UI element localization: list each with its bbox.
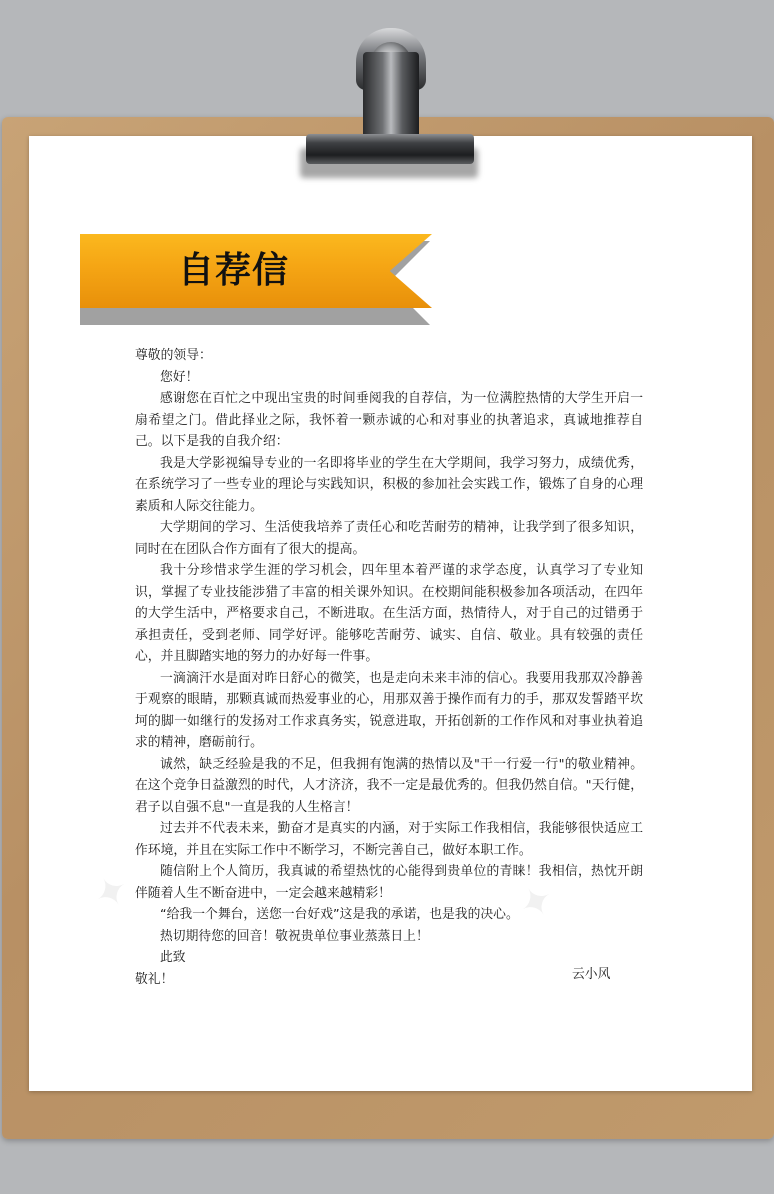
closing: 此致 bbox=[160, 950, 186, 965]
greeting: 尊敬的领导： bbox=[135, 348, 212, 363]
signature: 云小风 bbox=[572, 967, 611, 982]
paragraph: 大学期间的学习、生活使我培养了责任心和吃苦耐劳的精神，让我学到了很多知识，同时在在团队合作方面有了很大的提高。 bbox=[135, 520, 643, 557]
clip-body bbox=[363, 52, 419, 144]
salute: 敬礼！ bbox=[135, 971, 174, 987]
clip-base bbox=[306, 134, 474, 164]
paragraph: 感谢您在百忙之中现出宝贵的时间垂阅我的自荐信，为一位满腔热情的大学生开启一扇希望之门。借此择业之际，我怀着一颗赤诚的心和对事业的执著追求，真诚地推荐自己。以下是我的自我介绍： bbox=[135, 391, 643, 449]
paragraph: 我是大学影视编导专业的一名即将毕业的学生在大学期间，我学习努力，成绩优秀，在系统学习了一些专业的理论与实践知识，积极的参加社会实践工作，锻炼了自身的心理素质和人际交往能力。 bbox=[135, 455, 643, 514]
page-title: 自荐信 bbox=[178, 249, 290, 291]
paragraph: 热切期待您的回音！敬祝贵单位事业蒸蒸日上！ bbox=[160, 928, 429, 944]
hello: 您好！ bbox=[160, 369, 199, 385]
paragraph: “给我一个舞台，送您一台好戏”这是我的承诺，也是我的决心。 bbox=[160, 907, 519, 922]
paragraph: 过去并不代表未来，勤奋才是真实的内涵，对于实际工作我相信，我能够很快适应工作环境，并且在实际工作中不断学习，不断完善自己，做好本职工作。 bbox=[135, 821, 643, 858]
watermark: ✦ bbox=[510, 874, 563, 932]
watermark: ✦ bbox=[85, 864, 138, 922]
paragraph: 我十分珍惜求学生涯的学习机会，四年里本着严谨的求学态度，认真学习了专业知识，掌握了专业技能涉猎了丰富的相关课外知识。在校期间能积极参加各项活动，在四年的大学生活中，严格要求自己，不断进取。在生活方面，热情待人，对于自己的过错勇于承担责任，受到老师、同学好评。能够吃苦耐劳、诚实、自信、敬业。具有较强的责任心，并且脚踏实地的努力的办好每一件事。 bbox=[135, 563, 643, 664]
paragraph: 诚然，缺乏经验是我的不足，但我拥有饱满的热情以及"干一行爱一行"的敬业精神。在这个竞争日益激烈的时代，人才济济，我不一定是最优秀的。但我仍然自信。"天行健，君子以自强不息"一直是我的人生格言！ bbox=[135, 756, 643, 815]
paragraph: 一滴滴汗水是面对昨日舒心的微笑，也是走向未来丰沛的信心。我要用我那双冷静善于观察的眼睛，那颗真诚而热爱事业的心，用那双善于操作而有力的手，那双发誓踏平坎坷的脚一如继行的发扬对工作求真务实，锐意进取，开拓创新的工作作风和对事业执着追求的精神，磨砺前行。 bbox=[135, 670, 643, 750]
paragraph: 随信附上个人简历，我真诚的希望热忱的心能得到贵单位的青睐！我相信，热忱开朗伴随着人生不断奋进中，一定会越来越精彩！ bbox=[135, 864, 643, 901]
letter-body bbox=[135, 345, 643, 990]
